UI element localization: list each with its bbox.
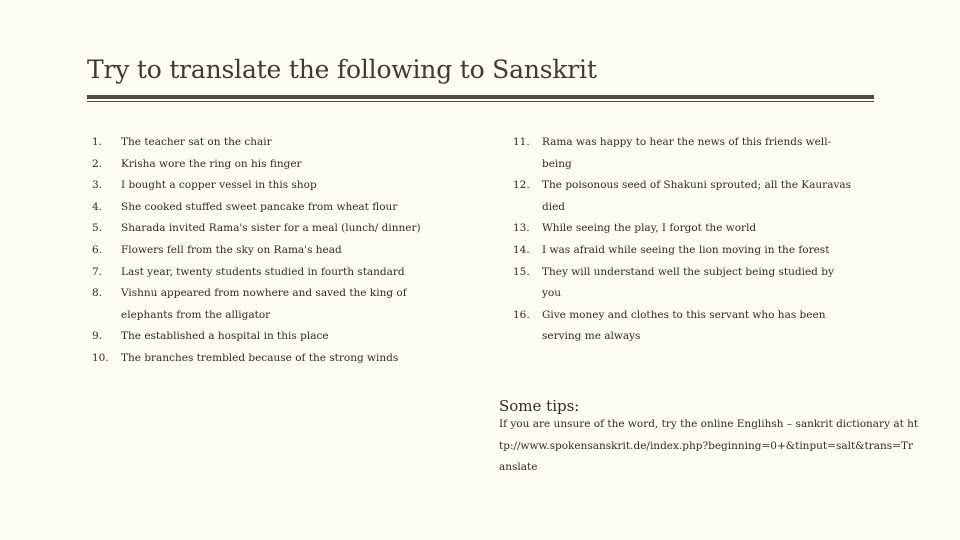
list-item: [92, 240, 422, 262]
list-item: [513, 305, 853, 348]
list-item: [513, 218, 853, 240]
item-number: 5.: [92, 222, 103, 235]
item-number: 8.: [92, 287, 103, 300]
list-item: [92, 326, 422, 348]
tips-body: If you are unsure of the word, try the online Englihsh – sankrit dictionary at http://www.spokensanskrit.de/index.php?beginning=0+&tinput=salt&trans=Translate: [499, 418, 919, 474]
item-text: I bought a copper vessel in this shop: [121, 179, 317, 192]
slide-title: Try to translate the following to Sanskrit: [87, 55, 597, 84]
list-item: [513, 240, 853, 262]
left-sentence-list: [92, 132, 422, 370]
item-text: I was afraid while seeing the lion moving in the forest: [542, 243, 830, 256]
item-number: 7.: [92, 265, 103, 278]
item-text: She cooked stuffed sweet pancake from wheat flour: [121, 200, 398, 213]
item-number: 12.: [513, 179, 530, 192]
list-item: [92, 218, 422, 240]
item-number: 11.: [513, 136, 530, 148]
item-number: 14.: [513, 243, 530, 256]
item-text: They will understand well the subject being studied by you: [542, 265, 834, 300]
tips-heading: Some tips:: [499, 397, 580, 415]
list-item: [513, 262, 853, 305]
item-text: The teacher sat on the chair: [121, 136, 272, 148]
list-item: [92, 175, 422, 197]
item-text: Krisha wore the ring on his finger: [121, 157, 302, 170]
item-text: Sharada invited Rama's sister for a meal (lunch/ dinner): [121, 222, 421, 235]
list-item: [92, 283, 422, 326]
item-number: 3.: [92, 179, 103, 192]
right-sentence-list: [513, 132, 853, 348]
item-number: 10.: [92, 351, 109, 364]
item-number: 13.: [513, 222, 530, 235]
item-text: The branches trembled because of the strong winds: [121, 351, 399, 364]
title-rule-thin: [87, 101, 874, 102]
item-text: Flowers fell from the sky on Rama's head: [121, 243, 342, 256]
item-text: Rama was happy to hear the news of this friends well-being: [542, 136, 832, 170]
item-number: 4.: [92, 200, 103, 213]
title-rule-thick: [87, 95, 874, 99]
list-item: [92, 154, 422, 176]
item-text: Last year, twenty students studied in fourth standard: [121, 265, 405, 278]
item-text: The established a hospital in this place: [121, 330, 329, 343]
item-number: 2.: [92, 157, 103, 170]
item-number: 1.: [92, 136, 103, 148]
list-item: [513, 175, 853, 218]
item-number: 9.: [92, 330, 103, 343]
item-text: While seeing the play, I forgot the world: [542, 222, 757, 235]
list-item: [92, 262, 422, 284]
item-number: 15.: [513, 265, 530, 278]
item-text: Vishnu appeared from nowhere and saved the king of elephants from the alligator: [121, 287, 407, 321]
list-item: [92, 348, 422, 370]
item-number: 6.: [92, 243, 103, 256]
item-text: Give money and clothes to this servant who has been serving me always: [542, 308, 826, 343]
list-item: [513, 132, 853, 175]
list-item: [92, 132, 422, 154]
item-text: The poisonous seed of Shakuni sprouted; all the Kauravas died: [542, 179, 852, 213]
item-number: 16.: [513, 308, 530, 321]
list-item: [92, 197, 422, 219]
